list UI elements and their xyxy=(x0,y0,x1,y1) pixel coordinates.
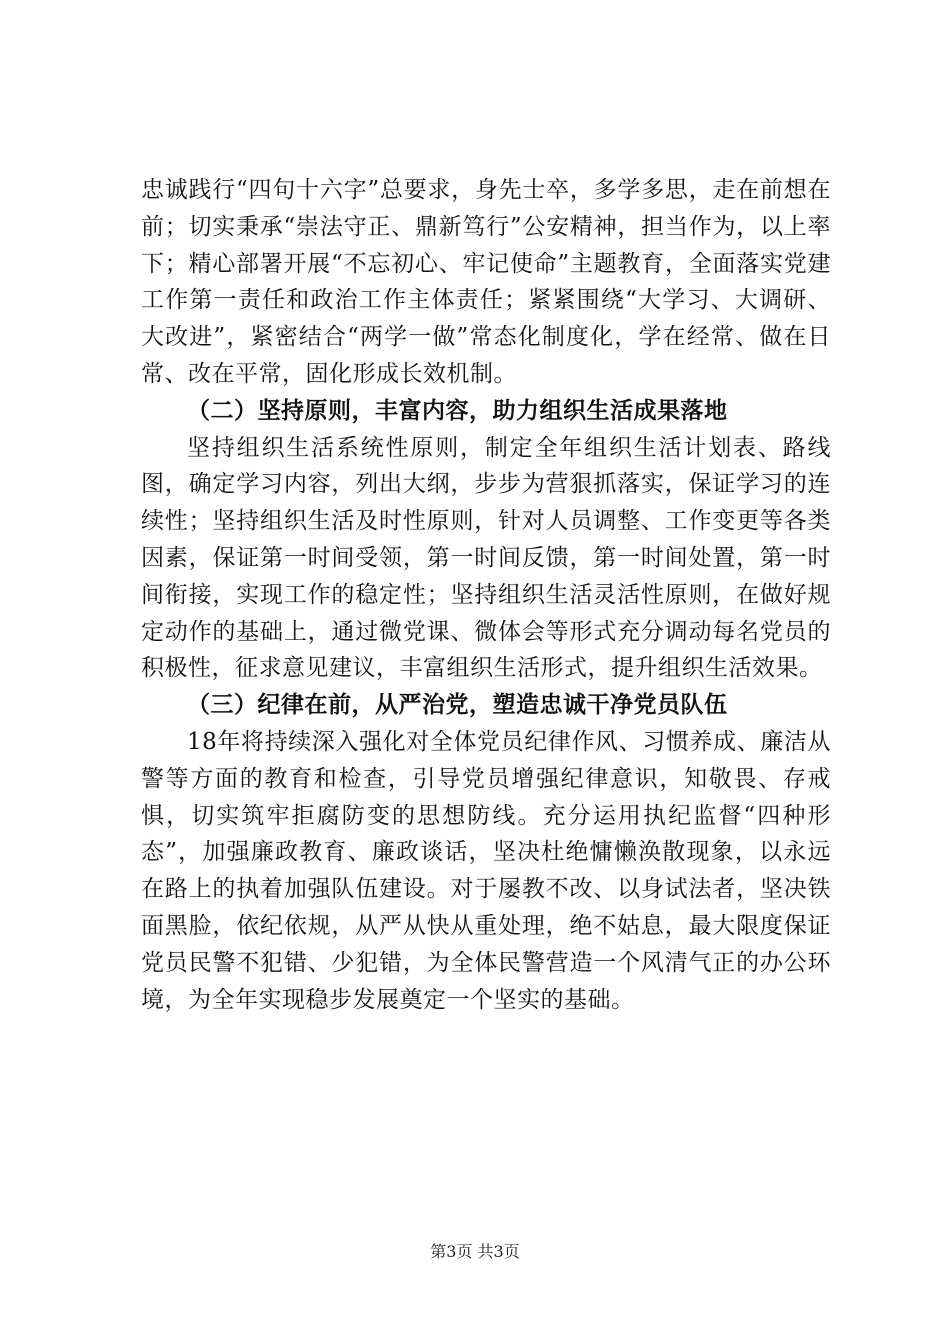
page-footer: 第3页 共3页 xyxy=(430,1242,520,1261)
paragraph-section-3: 18年将持续深入强化对全体党员纪律作风、习惯养成、廉洁从警等方面的教育和检查，引导党员增强纪律意识，知敬畏、存戒惧，切实筑牢拒腐防变的思想防线。充分运用执纪监督“四种形态”，加强廉政教育、廉政谈话，坚决杜绝慵懒涣散现象，以永远在路上的执着加强队伍建设。对于屡教不改、以身试法者，坚决铁面黑脸，依纪依规，从严从快从重处理，绝不姑息，最大限度保证党员民警不犯错、少犯错，为全体民警营造一个风清气正的办公环境，为全年实现稳步发展奠定一个坚实的基础。 xyxy=(141,728,831,1013)
section-heading-3: （三）纪律在前，从严治党，塑造忠诚干净党员队伍 xyxy=(187,692,728,719)
paragraph-section-2: 坚持组织生活系统性原则，制定全年组织生活计划表、路线图，确定学习内容，列出大纲，步步为营狠抓落实，保证学习的连续性；坚持组织生活及时性原则，针对人员调整、工作变更等各类因素，保证第一时间受领，第一时间反馈，第一时间处置，第一时间衔接，实现工作的稳定性；坚持组织生活灵活性原则，在做好规定动作的基础上，通过微党课、微体会等形式充分调动每名党员的积极性，征求意见建议，丰富组织生活形式，提升组织生活效果。 xyxy=(141,434,831,682)
document-body xyxy=(141,172,831,1018)
section-heading-2: （二）坚持原则，丰富内容，助力组织生活成果落地 xyxy=(187,397,728,424)
paragraph-intro: 忠诚践行“四句十六字”总要求，身先士卒，多学多思，走在前想在前；切实秉承“崇法守正、鼎新笃行”公安精神，担当作为，以上率下；精心部署开展“不忘初心、牢记使命”主题教育，全面落实党建工作第一责任和政治工作主体责任；紧紧围绕“大学习、大调研、大改进”，紧密结合“两学一做”常态化制度化，学在经常、做在日常、改在平常，固化形成长效机制。 xyxy=(141,177,831,387)
